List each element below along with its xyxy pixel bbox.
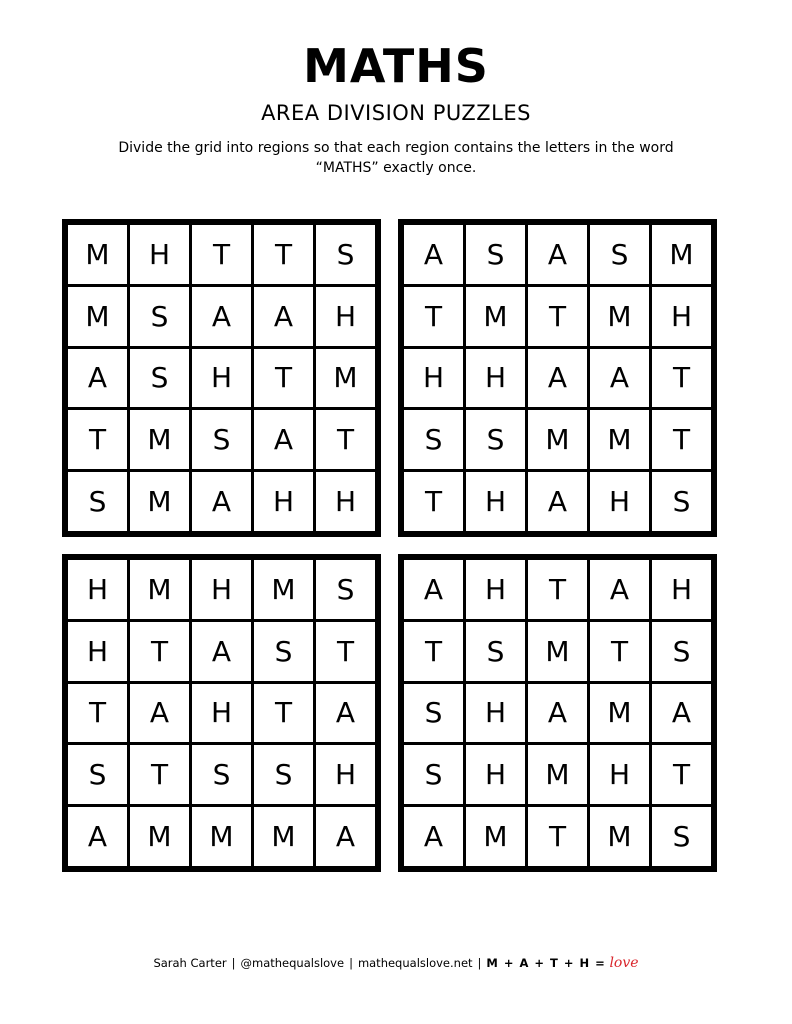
grid-cell: S bbox=[192, 410, 251, 469]
grid-cell: H bbox=[192, 684, 251, 743]
footer-separator: | bbox=[349, 956, 353, 970]
grid-cell: A bbox=[404, 807, 463, 866]
footer-love-logo: love bbox=[609, 955, 639, 971]
grid-cell: S bbox=[466, 622, 525, 681]
grid-cell: A bbox=[528, 349, 587, 408]
grid-cell: S bbox=[130, 287, 189, 346]
grid-cell: T bbox=[68, 410, 127, 469]
grid-cell: M bbox=[130, 472, 189, 531]
grid-cell: M bbox=[466, 807, 525, 866]
grid-cell: T bbox=[254, 684, 313, 743]
grid-cell: S bbox=[404, 684, 463, 743]
grid-cell: S bbox=[652, 622, 711, 681]
instructions: Divide the grid into regions so that each region contains the letters in the word “MATHS” exactly once. bbox=[118, 140, 674, 176]
grid-cell: A bbox=[254, 287, 313, 346]
grid-cell: S bbox=[652, 807, 711, 866]
grid-cell: A bbox=[316, 684, 375, 743]
footer-website: mathequalslove.net bbox=[357, 956, 473, 970]
footer-author: Sarah Carter bbox=[153, 956, 227, 970]
grid-cell: H bbox=[316, 745, 375, 804]
grid-cell: T bbox=[316, 622, 375, 681]
grid-cell: M bbox=[130, 410, 189, 469]
grid-cell: H bbox=[466, 349, 525, 408]
grid-cell: M bbox=[528, 622, 587, 681]
grid-cell: A bbox=[404, 225, 463, 284]
grid-cell: T bbox=[254, 349, 313, 408]
grid-cell: M bbox=[130, 807, 189, 866]
footer-separator: | bbox=[477, 956, 482, 970]
grid-cell: T bbox=[68, 684, 127, 743]
grid-cell: M bbox=[192, 807, 251, 866]
grid-cell: H bbox=[466, 684, 525, 743]
grid-cell: T bbox=[404, 472, 463, 531]
grid-cell: A bbox=[316, 807, 375, 866]
grid-cell: A bbox=[254, 410, 313, 469]
grid-cell: H bbox=[466, 560, 525, 619]
grid-cell: S bbox=[316, 560, 375, 619]
grid-cell: M bbox=[316, 349, 375, 408]
grid-cell: T bbox=[652, 349, 711, 408]
grid-cell: H bbox=[652, 287, 711, 346]
grid-cell: H bbox=[316, 287, 375, 346]
grid-cell: S bbox=[466, 225, 525, 284]
grid-cell: T bbox=[652, 410, 711, 469]
grid-cell: T bbox=[130, 745, 189, 804]
grid-cell: T bbox=[404, 287, 463, 346]
grid-cell: A bbox=[590, 560, 649, 619]
puzzle-grid-2 bbox=[398, 219, 717, 537]
grid-cell: T bbox=[316, 410, 375, 469]
grid-cell: T bbox=[528, 560, 587, 619]
grid-cell: M bbox=[68, 287, 127, 346]
grid-cell: S bbox=[68, 472, 127, 531]
grid-cell: S bbox=[68, 745, 127, 804]
grid-cell: T bbox=[652, 745, 711, 804]
grid-cell: S bbox=[254, 745, 313, 804]
grid-cell: H bbox=[68, 622, 127, 681]
footer bbox=[0, 955, 792, 971]
grid-cell: H bbox=[316, 472, 375, 531]
grid-cell: A bbox=[192, 287, 251, 346]
grid-cell: H bbox=[192, 349, 251, 408]
grid-cell: M bbox=[254, 560, 313, 619]
footer-handle: @mathequalslove bbox=[240, 956, 345, 970]
footer-brand: M + A + T + H = bbox=[486, 956, 606, 970]
grid-cell: H bbox=[192, 560, 251, 619]
grid-cell: S bbox=[466, 410, 525, 469]
grid-cell: M bbox=[590, 287, 649, 346]
grid-cell: M bbox=[528, 745, 587, 804]
grid-cell: M bbox=[528, 410, 587, 469]
grid-cell: T bbox=[130, 622, 189, 681]
grid-cell: M bbox=[590, 410, 649, 469]
grid-cell: S bbox=[404, 410, 463, 469]
grid-cell: M bbox=[652, 225, 711, 284]
page-title: MATHS bbox=[303, 39, 489, 93]
grid-cell: H bbox=[590, 745, 649, 804]
grid-cell: A bbox=[68, 807, 127, 866]
grid-cell: H bbox=[130, 225, 189, 284]
grid-cell: T bbox=[254, 225, 313, 284]
grid-cell: M bbox=[130, 560, 189, 619]
grid-cell: A bbox=[192, 622, 251, 681]
grid-cell: S bbox=[404, 745, 463, 804]
grid-cell: T bbox=[404, 622, 463, 681]
grid-cell: S bbox=[254, 622, 313, 681]
grid-cell: S bbox=[192, 745, 251, 804]
grid-cell: M bbox=[590, 684, 649, 743]
grid-cell: A bbox=[130, 684, 189, 743]
puzzle-grid-4 bbox=[398, 554, 717, 872]
grid-cell: A bbox=[528, 684, 587, 743]
grid-cell: A bbox=[68, 349, 127, 408]
grid-cell: A bbox=[528, 225, 587, 284]
grid-cell: M bbox=[466, 287, 525, 346]
puzzle-grid-3 bbox=[62, 554, 381, 872]
grid-cell: H bbox=[68, 560, 127, 619]
grid-cell: A bbox=[590, 349, 649, 408]
grid-cell: T bbox=[192, 225, 251, 284]
grid-cell: A bbox=[652, 684, 711, 743]
grid-cell: A bbox=[192, 472, 251, 531]
grid-cell: S bbox=[590, 225, 649, 284]
grid-cell: S bbox=[652, 472, 711, 531]
grid-cell: H bbox=[652, 560, 711, 619]
page-subtitle: AREA DIVISION PUZZLES bbox=[261, 101, 531, 125]
grid-cell: A bbox=[528, 472, 587, 531]
grid-cell: M bbox=[590, 807, 649, 866]
grid-cell: H bbox=[466, 745, 525, 804]
grid-cell: M bbox=[68, 225, 127, 284]
grid-cell: T bbox=[590, 622, 649, 681]
grid-cell: A bbox=[404, 560, 463, 619]
grid-cell: T bbox=[528, 287, 587, 346]
grid-cell: H bbox=[466, 472, 525, 531]
grid-cell: S bbox=[130, 349, 189, 408]
footer-separator: | bbox=[231, 956, 236, 970]
grid-cell: H bbox=[404, 349, 463, 408]
grid-cell: M bbox=[254, 807, 313, 866]
grid-cell: S bbox=[316, 225, 375, 284]
grid-cell: H bbox=[254, 472, 313, 531]
grid-cell: H bbox=[590, 472, 649, 531]
puzzle-grid-1 bbox=[62, 219, 381, 537]
grid-cell: T bbox=[528, 807, 587, 866]
